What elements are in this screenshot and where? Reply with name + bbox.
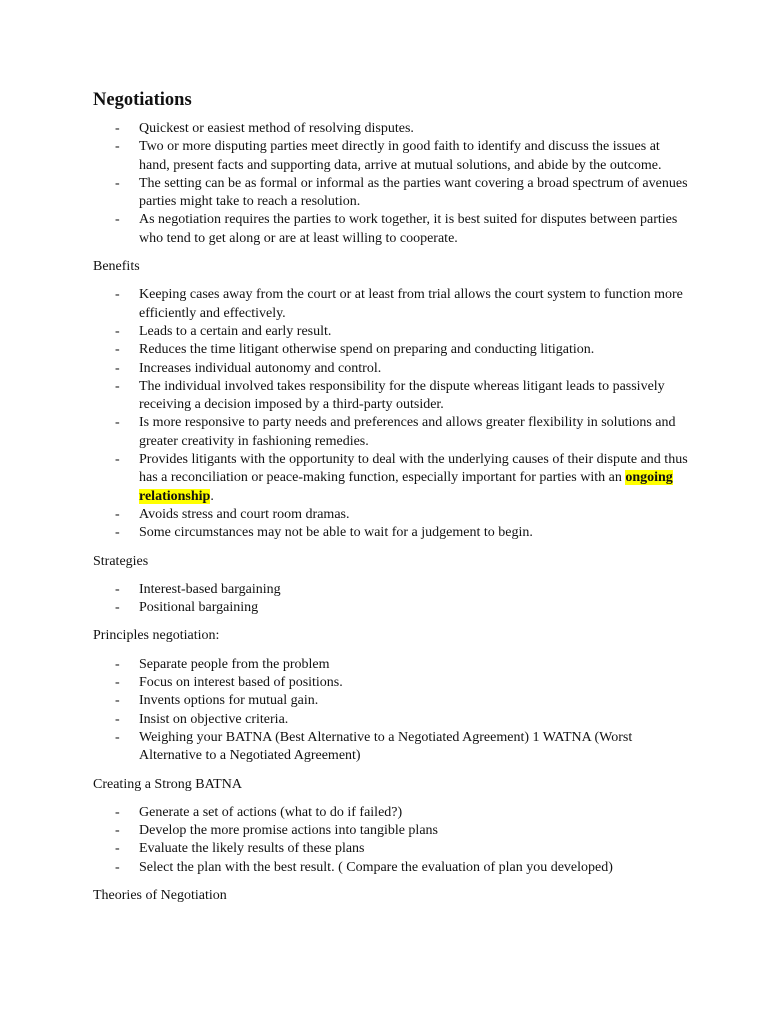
- batna-list: [93, 804, 693, 877]
- list-item: [93, 360, 693, 378]
- list-item: [93, 840, 693, 858]
- bullet-dash: -: [115, 415, 120, 431]
- strategies-heading: Strategies: [93, 553, 149, 569]
- highlighted-text: ongoing relationship: [139, 470, 673, 504]
- list-item-text: The setting can be as formal or informal as the parties want covering a broad spectrum of avenues parties might take to reach a resolution.: [139, 175, 688, 210]
- bullet-dash: -: [115, 823, 120, 839]
- bullet-dash: -: [115, 175, 120, 191]
- bullet-dash: -: [115, 581, 120, 597]
- list-item: [93, 138, 693, 175]
- list-item-text: Develop the more promise actions into tangible plans: [139, 823, 438, 839]
- list-item: [93, 729, 693, 766]
- batna-heading: Creating a Strong BATNA: [93, 776, 242, 792]
- list-item-text: Is more responsive to party needs and preferences and allows greater flexibility in solutions and greater creativity in fashioning remedies.: [139, 415, 676, 449]
- list-item-text: The individual involved takes responsibility for the dispute whereas litigant leads to passively receiving a decision imposed by a third-party outsider.: [139, 378, 665, 413]
- list-item-text: Quickest or easiest method of resolving disputes.: [139, 121, 414, 136]
- benefits-heading: Benefits: [93, 259, 140, 275]
- bullet-dash: -: [115, 139, 120, 155]
- bullet-dash: -: [115, 693, 120, 709]
- list-item: [93, 859, 693, 877]
- list-item: [93, 341, 693, 359]
- bullet-dash: -: [115, 525, 120, 541]
- list-item: [93, 451, 693, 506]
- bullet-dash: -: [115, 323, 120, 339]
- bullet-dash: -: [115, 121, 120, 136]
- list-item-text: Insist on objective criteria.: [139, 711, 289, 727]
- list-item-text: Keeping cases away from the court or at least from trial allows the court system to function more efficiently and effectively.: [139, 287, 683, 321]
- bullet-dash: -: [115, 675, 120, 691]
- bullet-dash: -: [115, 600, 120, 616]
- list-item-text: Select the plan with the best result. ( Compare the evaluation of plan you developed): [139, 859, 613, 875]
- list-item-text: Invents options for mutual gain.: [139, 693, 319, 709]
- bullet-dash: -: [115, 711, 120, 727]
- bullet-dash: -: [115, 342, 120, 358]
- list-item: [93, 414, 693, 451]
- list-item: [93, 120, 693, 138]
- list-item-text: Separate people from the problem: [139, 656, 330, 672]
- list-item: [93, 286, 693, 323]
- bullet-dash: -: [115, 287, 120, 303]
- list-item-text: Weighing your BATNA (Best Alternative to a Negotiated Agreement) 1 WATNA (Worst Alternative to a Negotiated Agreement): [139, 729, 633, 764]
- list-item-text: Reduces the time litigant otherwise spend on preparing and conducting litigation.: [139, 342, 595, 358]
- strategies-list: [93, 581, 693, 618]
- list-item: [93, 378, 693, 415]
- bullet-dash: -: [115, 859, 120, 875]
- list-item: [93, 211, 693, 248]
- principles-heading: Principles negotiation:: [93, 628, 220, 644]
- list-item-text: Avoids stress and court room dramas.: [139, 506, 350, 522]
- list-item: [93, 804, 693, 822]
- list-item: [93, 175, 693, 212]
- list-item-text: Two or more disputing parties meet directly in good faith to identify and discuss the issues at hand, present facts and supporting data, arrive at mutual solutions, and abide by the outcome.: [139, 139, 662, 173]
- list-item-text: Interest-based bargaining: [139, 581, 281, 597]
- list-item: [93, 581, 693, 599]
- list-item: [93, 524, 693, 542]
- bullet-dash: -: [115, 506, 120, 522]
- list-item-text: Positional bargaining: [139, 600, 259, 616]
- list-item-text: Some circumstances may not be able to wait for a judgement to begin.: [139, 525, 533, 541]
- list-item: [93, 692, 693, 710]
- bullet-dash: -: [115, 729, 120, 745]
- theories-heading: Theories of Negotiation: [93, 887, 227, 903]
- list-item-text-end: .: [210, 488, 214, 504]
- bullet-dash: -: [115, 452, 120, 468]
- list-item-text: Evaluate the likely results of these plans: [139, 841, 365, 857]
- bullet-dash: -: [115, 212, 120, 228]
- list-item: [93, 711, 693, 729]
- bullet-dash: -: [115, 360, 120, 376]
- list-item: [93, 599, 693, 617]
- bullet-dash: -: [115, 841, 120, 857]
- list-item: [93, 506, 693, 524]
- document-content: [93, 88, 693, 915]
- intro-list: [93, 120, 693, 248]
- list-item-text: Focus on interest based of positions.: [139, 675, 343, 691]
- bullet-dash: -: [115, 804, 120, 820]
- list-item: [93, 822, 693, 840]
- list-item: [93, 323, 693, 341]
- list-item: [93, 674, 693, 692]
- list-item-text: Increases individual autonomy and control.: [139, 360, 382, 376]
- list-item-text: Provides litigants with the opportunity to deal with the underlying causes of their dispute and thus has a reconciliation or peace-making function, especially important for parties with an: [139, 452, 688, 486]
- principles-list: [93, 656, 693, 766]
- bullet-dash: -: [115, 656, 120, 672]
- list-item: [93, 656, 693, 674]
- list-item-text: As negotiation requires the parties to work together, it is best suited for disputes between parties who tend to get along or are at least willing to cooperate.: [139, 212, 678, 246]
- list-item-text: Leads to a certain and early result.: [139, 323, 332, 339]
- page-title: Negotiations: [93, 90, 192, 110]
- benefits-list: [93, 286, 693, 542]
- list-item-text: Generate a set of actions (what to do if failed?): [139, 804, 403, 820]
- bullet-dash: -: [115, 378, 120, 394]
